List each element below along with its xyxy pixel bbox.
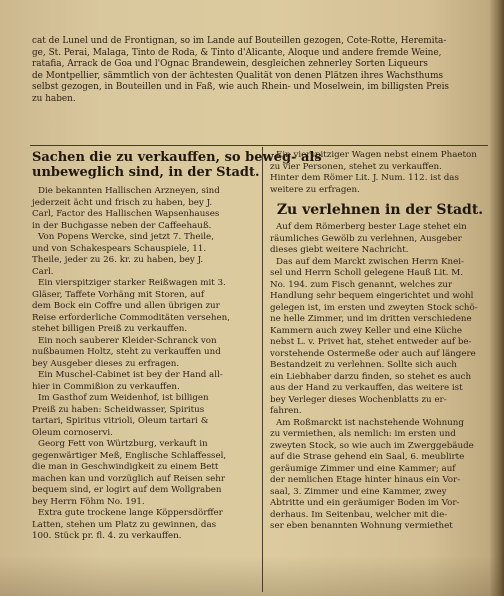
horizontal-divider	[30, 145, 488, 146]
ad-line: die man in Geschwindigkeit zu einem Bett	[32, 462, 219, 472]
ad-line: geräumige Zimmer und eine Kammer; auf	[270, 463, 456, 474]
ad-line: Reise erforderliche Commoditäten versehen,	[32, 312, 230, 323]
ad-line: Ein vierspitziger starker Reißwagen mit 3.	[38, 278, 226, 288]
ad-line: Extra gute trockene lange Köppersdörffer	[38, 508, 223, 518]
ad-line: ein Liebhaber darzu finden, so stehet es auch	[270, 371, 472, 382]
ad-line: der nemlichen Etage hinter hinaus ein Vor-	[270, 475, 461, 485]
ad-line: Oleum cornoservi.	[32, 427, 113, 438]
ad-line: Theile, jeder zu 26. kr. zu haben, bey J.	[32, 255, 204, 265]
ad-line: Von Popens Wercke, sind jetzt 7. Theile,	[38, 232, 214, 242]
ad-line: Handlung sehr bequem eingerichtet und wohl	[270, 291, 474, 301]
ad-line: weitere zu erfragen.	[270, 184, 360, 195]
page-binding-shadow	[490, 0, 504, 596]
ad-line: zweyten Stock, so wie auch im Zwerggebäude	[270, 440, 474, 451]
top-notice-continuation	[32, 36, 484, 106]
ad-line: jederzeit ächt und frisch zu haben, bey J.	[32, 197, 213, 208]
ad-line: Bestandzeit zu verlehnen. Sollte sich auch	[270, 360, 457, 370]
top-notice-line: de Montpellier, sämmtlich von der ächtesten Qualität von denen Plätzen ihres Wachsthums	[32, 70, 444, 81]
ad-line: Kammern auch zwey Keller und eine Küche	[270, 325, 463, 336]
top-notice-line: cat de Lunel und de Frontignan, so im Lande auf Bouteillen gezogen, Cote-Rotte, Heremita-	[32, 36, 447, 46]
ad-line: No. 194. zum Fisch genannt, welches zur	[270, 279, 453, 290]
ad-line: ser eben benannten Wohnung vermiethet	[270, 521, 453, 531]
ad-line: Gläser, Taffete Vorhäng mit Storen, auf	[32, 289, 205, 300]
column-divider	[262, 147, 263, 592]
ad-line: machen kan und vorzüglich auf Reisen sehr	[32, 473, 226, 484]
ad-line: fahren.	[270, 406, 302, 416]
section-heading-for-rent: Zu verlehnen in der Stadt.	[276, 202, 484, 218]
ad-line: gegenwärtiger Meß, Englische Schlaffessel,	[32, 450, 227, 461]
ad-line: sel und Herrn Scholl gelegene Hauß Lit. M.	[270, 268, 463, 278]
ad-line: derhaus. Im Seitenbau, welcher mit die-	[270, 509, 448, 520]
ad-line: stehet billigen Preiß zu verkauffen.	[32, 324, 188, 334]
ad-line: ne helle Zimmer, und im dritten verschiedene	[270, 314, 472, 324]
ad-line: Auf dem Römerberg bester Lage stehet ein	[276, 222, 467, 232]
ad-line: hier in Commißion zu verkauffen.	[32, 381, 180, 392]
ad-line: tartari, Spiritus vitrioli, Oleum tartari &	[32, 416, 209, 426]
section-heading-for-sale: Sachen die zu verkauffen, so beweg- als	[32, 150, 322, 165]
ad-line: Preiß zu haben: Scheidwasser, Spiritus	[32, 404, 205, 415]
ad-line: Ein Muschel-Cabinet ist bey der Hand all-	[38, 370, 223, 380]
ad-line: räumliches Gewölb zu verlehnen, Ausgeber	[270, 233, 462, 244]
top-notice-line: ratafia, Arrack de Goa und l'Ognac Brandewein, desgleichen zehnerley Sorten Liqueurs	[32, 59, 428, 70]
right-column	[270, 150, 490, 533]
ad-line: Ein noch sauberer Kleider-Schranck von	[38, 335, 217, 346]
ad-line: aus der Hand zu verkauffen, das weitere ist	[270, 383, 463, 393]
ad-line: Das auf dem Marckt zwischen Herrn Knei-	[276, 256, 464, 267]
section-heading-for-sale-line2: unbeweglich sind, in der Stadt.	[32, 165, 260, 180]
top-notice-line: ge, St. Perai, Malaga, Tinto de Roda, & Tinto d'Alicante, Aloque und andere fremde Weine,	[32, 47, 442, 58]
ad-line: saal, 3. Zimmer und eine Kammer, zwey	[270, 486, 447, 497]
ad-line: dieses giebt weitere Nachricht.	[270, 245, 409, 255]
ad-line: auf die Strase gehend ein Saal, 6. meublirte	[270, 452, 465, 462]
ad-line: Carl.	[32, 266, 54, 277]
ad-line: Georg Fett von Würtzburg, verkauft in	[38, 439, 208, 449]
ad-line: Carl, Factor des Hallischen Wapsenhauses	[32, 209, 220, 219]
ad-line: nußbaumen Holtz, steht zu verkauffen und	[32, 347, 221, 357]
ad-line: zu vier Personen, stehet zu verkauffen.	[270, 161, 442, 172]
ad-line: Im Gasthof zum Weidenhof, ist billigen	[38, 393, 209, 403]
ad-line: gelegen ist, im ersten und zweyten Stock schö-	[270, 302, 478, 313]
ad-line: nebst L. v. Privet hat, stehet entweder auf be-	[270, 337, 472, 347]
ad-line: Ein vierspitziger Wagen nebst einem Phaeton	[276, 150, 477, 160]
ad-line: bequem sind, er logirt auf dem Wollgraben	[32, 485, 222, 495]
ad-line: zu vermiethen, als nemlich: im ersten und	[270, 429, 456, 439]
ad-line: bey Herrn Föhm No. 191.	[32, 496, 145, 507]
ad-line: 100. Stück pr. fl. 4. zu verkauffen.	[32, 531, 182, 541]
ad-line: Die bekannten Hallischen Arzneyen, sind	[38, 186, 220, 196]
ad-line: bey Verleger dieses Wochenblatts zu er-	[270, 394, 447, 405]
ad-line: Latten, stehen um Platz zu gewinnen, das	[32, 519, 217, 530]
ad-line: vorstehende Ostermeße oder auch auf längere	[270, 348, 476, 359]
ad-line: dem Bock ein Coffre und allen übrigen zur	[32, 301, 220, 311]
top-notice-line: selbst gezogen, in Bouteillen und in Faß, wie auch Rhein- und Moselwein, im billigsten Preis	[32, 82, 449, 93]
ad-line: in der Buchgasse neben der Caffeehauß.	[32, 220, 212, 231]
ad-line: Hinter dem Römer Lit. J. Num. 112. ist das	[270, 173, 459, 183]
top-notice-line: zu haben.	[32, 93, 76, 104]
ad-line: Abtritte und ein geräumiger Boden im Vor-	[270, 498, 460, 508]
ad-line: bey Ausgeber dieses zu erfragen.	[32, 358, 180, 369]
ad-line: und von Schakespears Schauspiele, 11.	[32, 243, 207, 254]
ad-line: Am Roßmarckt ist nachstehende Wohnung	[276, 417, 464, 428]
